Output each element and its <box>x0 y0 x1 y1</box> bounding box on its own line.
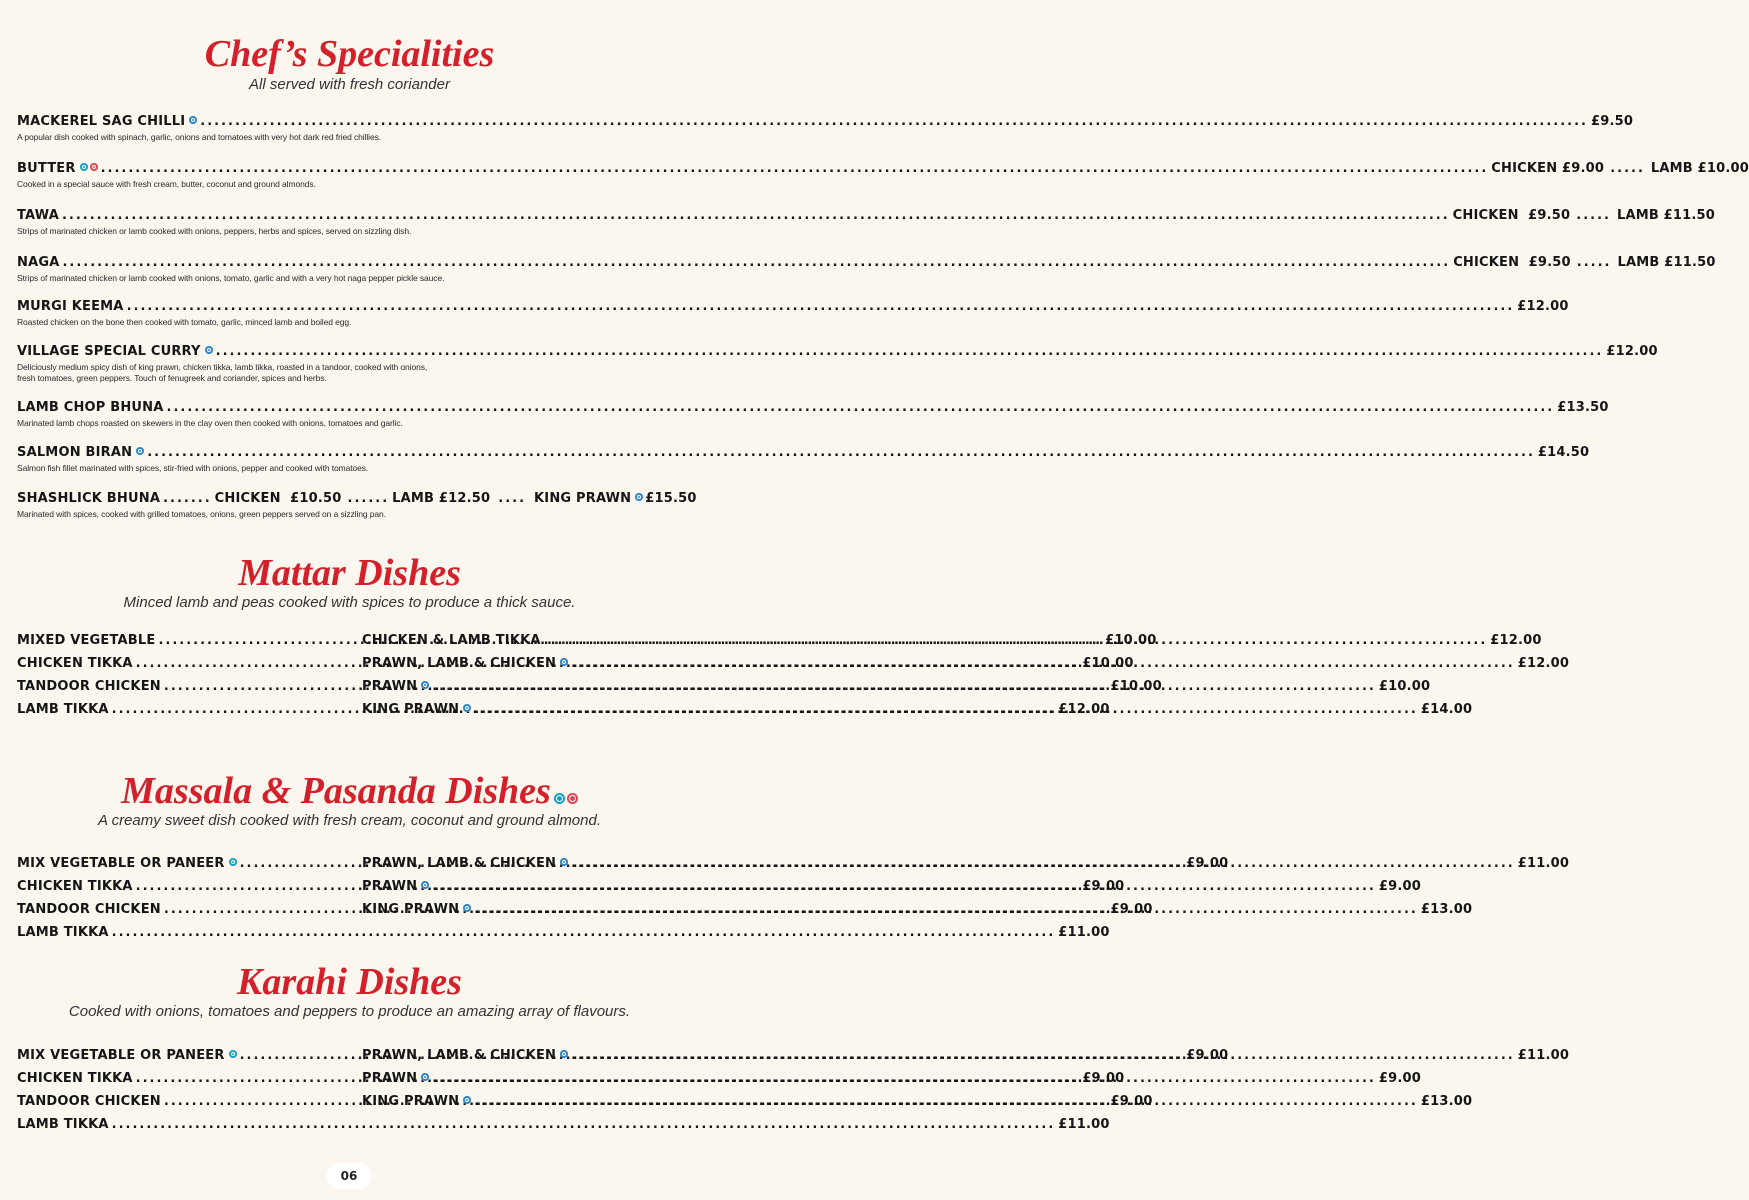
item-price-lamb: LAMB £11.50 <box>1616 208 1716 223</box>
item-price: £14.50 <box>1537 445 1590 460</box>
item-name: TAWA <box>17 208 59 223</box>
item-name: CHICKEN TIKKA <box>17 1071 133 1086</box>
menu-item-murgi-keema <box>17 299 1569 328</box>
item-king-prawn-label: KING PRAWN <box>534 491 632 506</box>
item-name: LAMB TIKKA <box>17 702 109 717</box>
item-description: Salmon fish fillet marinated with spices, stir-fried with onions, pepper and cooked with tomatoes. <box>17 463 369 473</box>
dot-leader <box>544 633 1488 649</box>
item-name: PRAWN <box>362 879 418 894</box>
item-price: £9.00 <box>1378 879 1421 894</box>
karahi-dishes-subtitle: Cooked with onions, tomatoes and peppers to produce an amazing array of flavours. <box>68 1003 631 1020</box>
dot-leader <box>571 1048 1515 1064</box>
item-price: £9.00 <box>1082 1071 1125 1086</box>
item-name: CHICKEN TIKKA <box>17 879 133 894</box>
item-name: MURGI KEEMA <box>17 299 124 314</box>
item-name: KING PRAWN <box>362 702 460 717</box>
item-price: £11.00 <box>1058 1117 1110 1132</box>
item-name: SHASHLICK BHUNA <box>17 491 161 506</box>
item-price: £9.00 <box>1110 902 1153 917</box>
item-price: £13.50 <box>1557 400 1609 415</box>
item-name: LAMB TIKKA <box>17 925 109 940</box>
dot-leader <box>474 702 1418 718</box>
menu-item-lamb-tikka <box>17 1117 1110 1133</box>
dot-leader <box>571 856 1515 872</box>
item-name: PRAWN <box>362 679 418 694</box>
item-description: Marinated with spices, cooked with grilled tomatoes, onions, green peppers served on a sizzling pan. <box>17 509 386 519</box>
item-name: SALMON BIRAN <box>17 445 133 460</box>
page-number: 06 <box>326 1163 372 1189</box>
item-description: A popular dish cooked with spinach, garlic, onions and tomatoes with very hot dark red fried chillies. <box>17 132 382 142</box>
item-name: NAGA <box>17 255 60 270</box>
item-price-lamb: LAMB £11.50 <box>1617 255 1716 270</box>
dot-leader <box>200 114 1588 130</box>
menu-item-shashlick-bhuna <box>17 491 697 520</box>
item-description: Strips of marinated chicken or lamb cooked with onions, peppers, herbs and spices, served on sizzling dish. <box>17 226 412 236</box>
dot-separator: ...... <box>347 491 390 506</box>
dot-leader <box>101 161 1489 177</box>
item-description: Roasted chicken on the bone then cooked with tomato, garlic, minced lamb and boiled egg. <box>17 317 352 327</box>
item-price: £12.00 <box>1517 299 1569 314</box>
mild-icon <box>421 1073 429 1081</box>
item-description: Marinated lamb chops roasted on skewers in the clay oven then cooked with onions, tomatoes and garlic. <box>17 418 403 428</box>
mattar-dishes-subtitle: Minced lamb and peas cooked with spices to produce a thick sauce. <box>123 594 576 611</box>
item-name: KING PRAWN <box>362 1094 460 1109</box>
dot-leader <box>167 400 1555 416</box>
mild-icon <box>136 447 144 455</box>
mild-icon <box>189 116 197 124</box>
menu-item-prawn <box>362 679 1431 695</box>
item-price: £10.00 <box>1378 679 1431 694</box>
vegetarian-icon <box>554 793 565 804</box>
item-name: MIXED VEGETABLE <box>17 633 156 648</box>
dot-separator: ..... <box>1576 255 1612 270</box>
item-description-line-2: fresh tomatoes, green peppers. Touch of fenugreek and coriander, spices and herbs. <box>17 373 327 383</box>
mild-icon <box>421 681 429 689</box>
item-price: £9.00 <box>1186 856 1229 871</box>
item-price: £10.00 <box>1110 679 1162 694</box>
item-price: £10.00 <box>1105 633 1157 648</box>
item-name: BUTTER <box>17 161 76 176</box>
menu-item-village-special-curry <box>17 344 1658 384</box>
mild-icon <box>463 1096 471 1104</box>
item-price: £10.00 <box>1082 656 1134 671</box>
dot-leader <box>127 299 1515 315</box>
item-name: PRAWN, LAMB & CHICKEN <box>362 656 557 671</box>
item-price: £15.50 <box>645 491 697 506</box>
item-price: £11.00 <box>1058 925 1110 940</box>
item-price: £12.00 <box>1517 656 1570 671</box>
mild-icon <box>463 904 471 912</box>
dot-leader <box>147 445 1535 461</box>
item-price: £11.00 <box>1517 1048 1570 1063</box>
dot-leader <box>571 656 1515 672</box>
item-name: TANDOOR CHICKEN <box>17 902 161 917</box>
item-name: KING PRAWN <box>362 902 460 917</box>
item-price: £13.00 <box>1420 1094 1473 1109</box>
item-price: £11.00 <box>1517 856 1570 871</box>
item-name: LAMB TIKKA <box>17 1117 109 1132</box>
dot-separator: ..... <box>1576 208 1611 223</box>
dot-leader <box>432 879 1376 895</box>
item-price-chicken: CHICKEN £9.50 <box>1452 208 1571 223</box>
dot-leader <box>112 925 1056 941</box>
item-price-chicken: CHICKEN £10.50 <box>214 491 342 506</box>
nuts-icon <box>90 163 98 171</box>
item-name: MIX VEGETABLE OR PANEER <box>17 856 225 871</box>
item-price: £12.00 <box>1058 702 1110 717</box>
dot-leader <box>474 1094 1418 1110</box>
dot-leader <box>432 1071 1376 1087</box>
item-name: VILLAGE SPECIAL CURRY <box>17 344 201 359</box>
item-name: TANDOOR CHICKEN <box>17 1094 161 1109</box>
item-name: CHICKEN TIKKA <box>17 656 133 671</box>
chefs-specialities-title: Chef’s Specialities <box>204 33 495 75</box>
karahi-dishes-title: Karahi Dishes <box>237 961 462 1003</box>
dot-separator: .... <box>498 491 527 506</box>
item-price-lamb: LAMB £10.00 <box>1650 161 1749 176</box>
mattar-dishes-title: Mattar Dishes <box>238 552 461 594</box>
chefs-specialities-subtitle: All served with fresh coriander <box>249 76 450 93</box>
item-price: £9.00 <box>1186 1048 1229 1063</box>
item-price: £9.50 <box>1590 114 1634 129</box>
item-name: LAMB CHOP BHUNA <box>17 400 164 415</box>
mild-icon <box>560 1050 568 1058</box>
item-description: Cooked in a special sauce with fresh cream, butter, coconut and ground almonds. <box>17 179 316 189</box>
item-price-lamb: LAMB £12.50 <box>392 491 491 506</box>
mild-icon <box>421 881 429 889</box>
dot-leader <box>474 902 1418 918</box>
mild-icon <box>463 704 471 712</box>
item-name: PRAWN, LAMB & CHICKEN <box>362 856 557 871</box>
item-price-chicken: CHICKEN £9.00 <box>1491 161 1605 176</box>
item-description: Deliciously medium spicy dish of king prawn, chicken tikka, lamb tikka, roasted in a tandoor, cooked with onions, <box>17 362 428 372</box>
dot-separator: ..... <box>1610 161 1645 176</box>
item-name: TANDOOR CHICKEN <box>17 679 161 694</box>
dot-leader <box>432 679 1376 695</box>
item-name: PRAWN <box>362 1071 418 1086</box>
menu-item-lamb-chop-bhuna <box>17 400 1609 429</box>
item-price: £14.00 <box>1420 702 1473 717</box>
dot-leader <box>62 255 1450 271</box>
menu-item-lamb-tikka <box>17 925 1110 941</box>
item-price: £13.00 <box>1420 902 1473 917</box>
massala-pasanda-title <box>0 771 699 811</box>
item-name: CHICKEN & LAMB TIKKA <box>362 633 541 648</box>
item-price-chicken: CHICKEN £9.50 <box>1453 255 1571 270</box>
vegetarian-icon <box>80 163 88 171</box>
item-price: £12.00 <box>1606 344 1658 359</box>
item-price: £9.00 <box>1082 879 1125 894</box>
vegetarian-icon <box>229 858 237 866</box>
mild-icon <box>635 493 643 501</box>
menu-item-prawn <box>362 879 1421 895</box>
vegetarian-icon <box>229 1050 237 1058</box>
item-price: £9.00 <box>1110 1094 1153 1109</box>
nuts-icon <box>567 793 578 804</box>
item-name: MACKEREL SAG CHILLI <box>17 114 186 129</box>
item-price: £9.00 <box>1378 1071 1421 1086</box>
item-name: MIX VEGETABLE OR PANEER <box>17 1048 225 1063</box>
menu-item-salmon-biran <box>17 445 1590 474</box>
dot-leader <box>216 344 1604 360</box>
item-price: £12.00 <box>1490 633 1542 648</box>
menu-item-butter <box>17 161 1749 190</box>
item-description: Strips of marinated chicken or lamb cooked with onions, tomato, garlic and with a very hot naga pepper pickle sauce. <box>17 273 445 283</box>
massala-pasanda-title-text: Massala & Pasanda Dishes <box>121 770 551 812</box>
dot-leader <box>112 1117 1056 1133</box>
dot-leader: ....... <box>163 491 212 506</box>
item-name: PRAWN, LAMB & CHICKEN <box>362 1048 557 1063</box>
menu-item-naga <box>17 255 1716 284</box>
mild-icon <box>205 346 213 354</box>
massala-pasanda-subtitle: A creamy sweet dish cooked with fresh cream, coconut and ground almond. <box>97 812 602 829</box>
mild-icon <box>560 658 568 666</box>
menu-item-prawn <box>362 1071 1421 1087</box>
menu-item-mackerel-sag-chilli <box>17 114 1634 143</box>
dot-leader <box>62 208 1450 224</box>
mild-icon <box>560 858 568 866</box>
menu-item-tawa <box>17 208 1716 237</box>
